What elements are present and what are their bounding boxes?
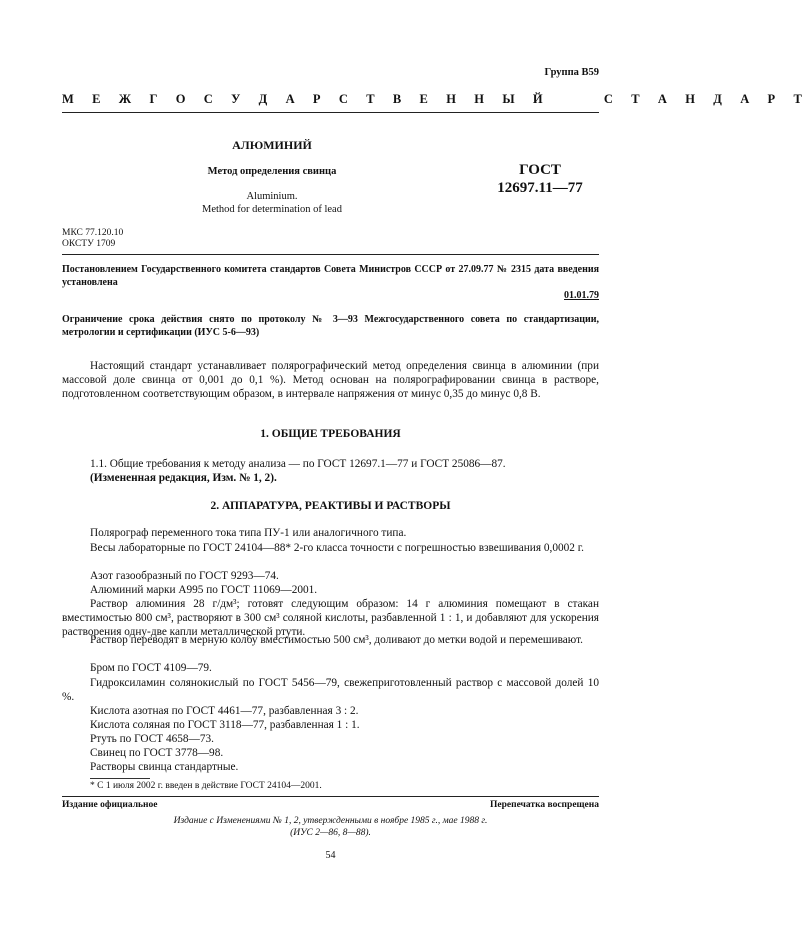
- footnote-rule: [90, 778, 150, 779]
- official-edition: Издание официальное: [62, 800, 158, 810]
- standard-banner: М Е Ж Г О С У Д А Р С Т В Е Н Н Ы Й С Т А Н Д А Р Т: [62, 92, 809, 106]
- item-aluminium: Алюминий марки А995 по ГОСТ 11069—2001.: [90, 584, 318, 596]
- subtitle-en: Method for determination of lead: [202, 204, 342, 215]
- edition-line-2: (ИУС 2—86, 8—88).: [290, 828, 371, 838]
- title-en: Aluminium.: [246, 191, 298, 202]
- item-hydrochloric-acid: Кислота соляная по ГОСТ 3118—77, разбавленная 1 : 1.: [90, 719, 360, 731]
- page-number: 54: [325, 850, 336, 861]
- restriction-note: Ограничение срока действия снято по протоколу № 3—93 Межгосударственного совета по стандартизации, метрологии и сертификации (ИУС 5-6—93): [62, 314, 599, 338]
- item-lead: Свинец по ГОСТ 3778—98.: [90, 747, 224, 759]
- header-rule: [62, 112, 599, 113]
- subtitle-ru: Метод определения свинца: [207, 166, 337, 177]
- item-bromine: Бром по ГОСТ 4109—79.: [90, 662, 212, 674]
- section1-para: 1.1. Общие требования к методу анализа — по ГОСТ 12697.1—77 и ГОСТ 25086—87.: [90, 458, 506, 470]
- footnote: * С 1 июля 2002 г. введен в действие ГОСТ 24104—2001.: [90, 781, 322, 791]
- okstu-code: ОКСТУ 1709: [62, 239, 116, 249]
- section1-note: (Измененная редакция, Изм. № 1, 2).: [90, 472, 277, 484]
- group-code: Группа В59: [544, 67, 599, 78]
- item-lead-solutions: Растворы свинца стандартные.: [90, 761, 239, 773]
- item-polarograph: Полярограф переменного тока типа ПУ-1 или аналогичного типа.: [90, 527, 407, 539]
- gost-label: ГОСТ: [519, 162, 561, 178]
- title-ru: АЛЮМИНИЙ: [232, 138, 312, 152]
- edition-line-1: Издание с Изменениями № 1, 2, утвержденными в ноябре 1985 г., мае 1988 г.: [173, 816, 488, 826]
- gost-number: 12697.11—77: [497, 180, 583, 196]
- item-nitrogen: Азот газообразный по ГОСТ 9293—74.: [90, 570, 279, 582]
- reprint-prohibited: Перепечатка воспрещена: [489, 800, 599, 810]
- section2-heading: 2. АППАРАТУРА, РЕАКТИВЫ И РАСТВОРЫ: [210, 500, 451, 512]
- item-transfer: Раствор переводят в мерную колбу вместимостью 500 см³, доливают до метки водой и перемешивают.: [90, 634, 584, 646]
- mks-code: МКС 77.120.10: [62, 228, 124, 238]
- intro-paragraph: Настоящий стандарт устанавливает полярографический метод определения свинца в алюминии (при массовой доле свинца от 0,001 до 0,1 %). Метод основан на полярографировании свинца в растворе, подготовленном соответствующим образом, в интервале напряжения от минус 0,35 до минус 0,8 В.: [62, 360, 599, 400]
- item-aluminium-solution: Раствор алюминия 28 г/дм³; готовят следующим образом: 14 г алюминия помещают в стакан вместимостью 800 см³, растворяют в 300 см³ соляной кислоты, разбавленной 1 : 1, и добавляют для ускорения растворения одну-две капли металлической ртути.: [62, 598, 599, 638]
- decree-text: Постановлением Государственного комитета стандартов Совета Министров СССР от 27.09.77 № 2315 дата введения установлена: [62, 264, 599, 288]
- codes-rule: [62, 254, 599, 255]
- item-scales: Весы лабораторные по ГОСТ 24104—88* 2-го класса точности с погрешностью взвешивания 0,0002 г.: [90, 542, 584, 554]
- footer-rule: [62, 796, 599, 797]
- item-hydroxylamine: Гидроксиламин солянокислый по ГОСТ 5456—79, свежеприготовленный раствор с массовой долей 10 %.: [62, 677, 599, 703]
- section1-heading: 1. ОБЩИЕ ТРЕБОВАНИЯ: [260, 428, 401, 440]
- decree-date: 01.01.79: [564, 290, 599, 301]
- item-mercury: Ртуть по ГОСТ 4658—73.: [90, 733, 214, 745]
- item-nitric-acid: Кислота азотная по ГОСТ 4461—77, разбавленная 3 : 2.: [90, 705, 359, 717]
